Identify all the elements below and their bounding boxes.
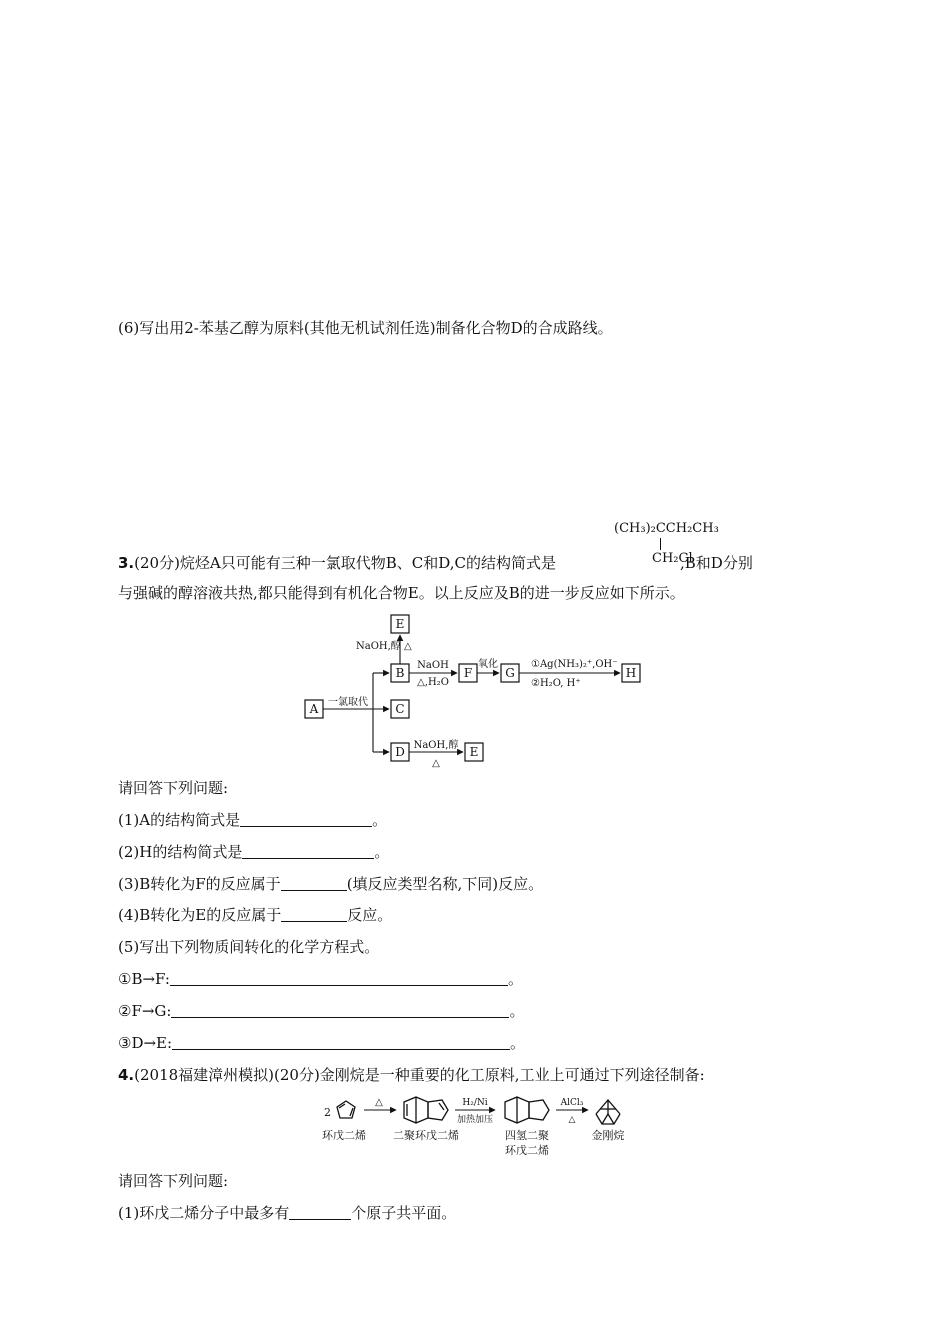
q4-reaction-scheme [318, 1092, 638, 1162]
q4-part1-tail: 个原子共平面。 [351, 1204, 457, 1222]
answer-blank-q4-1[interactable] [289, 1204, 351, 1220]
name-tetrahydro-line1: 四氢二聚 [505, 1129, 549, 1142]
cond-heat-dimer: △ [375, 1097, 383, 1108]
name-cyclopentadiene: 环戊二烯 [322, 1129, 366, 1142]
equation-2 [118, 1001, 524, 1021]
q3-intro-part-b: ,B和D分别 [680, 554, 753, 572]
q3-number: 3. [118, 554, 135, 572]
label-c: C [395, 702, 405, 716]
equation-1 [118, 969, 523, 989]
q2-part6: (6)写出用2-苯基乙醇为原料(其他无机试剂任选)制备化合物D的合成路线。 [118, 319, 613, 337]
label-g: G [505, 666, 515, 680]
cyclopentadiene-structure [337, 1101, 355, 1118]
dicyclopentadiene-structure [404, 1097, 448, 1123]
cond-alcl3: AlCl₃ [560, 1098, 584, 1108]
equation-blank-3[interactable] [172, 1034, 510, 1050]
q3-reaction-scheme [300, 612, 660, 768]
q4-intro [118, 1065, 705, 1085]
c-structure-branch: CH₂Cl [652, 551, 693, 566]
q4-part1 [118, 1203, 456, 1223]
equation-1-label: ①B→F: [118, 970, 170, 988]
equation-3-period: 。 [510, 1034, 526, 1052]
label-e-bottom: E [469, 745, 479, 759]
q4-part1-text: (1)环戊二烯分子中最多有 [118, 1204, 290, 1222]
q3-part4 [118, 905, 392, 925]
equation-2-period: 。 [509, 1002, 525, 1020]
cond-chlorination: 一氯取代 [328, 697, 368, 708]
cond-acidify: ②H₂O, H⁺ [531, 678, 581, 689]
cond-naoh-alcohol-2: NaOH,醇 [413, 740, 459, 751]
q3-part3-text: (3)B转化为F的反应属于 [118, 875, 281, 893]
q3-intro-line2: 与强碱的醇溶液共热,都只能得到有机化合物E。以上反应及B的进一步反应如下所示。 [118, 584, 685, 602]
q3-part2-text: (2)H的结构简式是 [118, 843, 243, 861]
q3-part1 [118, 810, 387, 830]
q3-intro-line1 [118, 553, 753, 573]
tetrahydrodicyclopentadiene-structure [505, 1097, 549, 1123]
label-f: F [463, 666, 473, 680]
cond-oxidation: 氧化 [478, 659, 498, 670]
cond-naoh: NaOH [417, 660, 449, 671]
cond-tollens: ①Ag(NH₃)₂⁺,OH⁻ [531, 659, 618, 670]
name-dicyclopentadiene: 二聚环戊二烯 [393, 1129, 459, 1142]
answer-blank-4[interactable] [281, 906, 347, 922]
q3-part3 [118, 874, 543, 894]
label-b: B [395, 666, 405, 680]
label-a: A [309, 702, 319, 716]
c-structure-bond [660, 538, 661, 550]
q3-part4-text: (4)B转化为E的反应属于 [118, 906, 282, 924]
q4-prompt: 请回答下列问题: [118, 1172, 229, 1190]
label-e-top: E [395, 617, 405, 631]
q3-intro-part-a: (20分)烷烃A只可能有三种一氯取代物B、C和D,C的结构简式是 [134, 554, 557, 572]
name-adamantane: 金刚烷 [591, 1129, 625, 1142]
cond-heat-water: △,H₂O [417, 677, 449, 688]
q3-part4-tail: 反应。 [347, 906, 393, 924]
equation-3 [118, 1033, 525, 1053]
adamantane-structure [596, 1100, 620, 1124]
equation-1-period: 。 [507, 970, 523, 988]
cond-heat-2: △ [432, 758, 440, 768]
label-d: D [395, 745, 405, 759]
equation-blank-2[interactable] [171, 1002, 509, 1018]
cond-naoh-alcohol: NaOH,醇 [356, 641, 401, 652]
name-tetrahydro-line2: 环戊二烯 [505, 1144, 549, 1157]
cond-h2-ni: H₂/Ni [462, 1098, 488, 1108]
equation-blank-1[interactable] [170, 970, 508, 986]
q3-part2 [118, 842, 389, 862]
q3-part1-period: 。 [372, 811, 388, 829]
stoich-coefficient: 2 [324, 1106, 331, 1119]
label-h: H [625, 666, 637, 680]
c-structure-main-chain: (CH₃)₂CCH₂CH₃ [614, 521, 719, 536]
q3-part5: (5)写出下列物质间转化的化学方程式。 [118, 938, 380, 956]
q3-prompt: 请回答下列问题: [118, 779, 229, 797]
cond-heat-1: △ [404, 641, 412, 652]
q3-part2-period: 。 [374, 843, 390, 861]
q3-part3-tail: (填反应类型名称,下同)反应。 [346, 875, 544, 893]
cond-heat-alcl3: △ [568, 1115, 576, 1125]
answer-blank-3[interactable] [281, 875, 347, 891]
answer-blank-2[interactable] [242, 843, 374, 859]
equation-2-label: ②F→G: [118, 1002, 172, 1020]
cond-heat-pressure: 加热加压 [456, 1115, 494, 1125]
equation-3-label: ③D→E: [118, 1034, 173, 1052]
answer-blank-1[interactable] [240, 811, 372, 827]
q4-number: 4. [118, 1066, 135, 1084]
q4-intro-text: (2018福建漳州模拟)(20分)金刚烷是一种重要的化工原料,工业上可通过下列途径制备: [134, 1066, 705, 1084]
q3-part1-text: (1)A的结构简式是 [118, 811, 241, 829]
